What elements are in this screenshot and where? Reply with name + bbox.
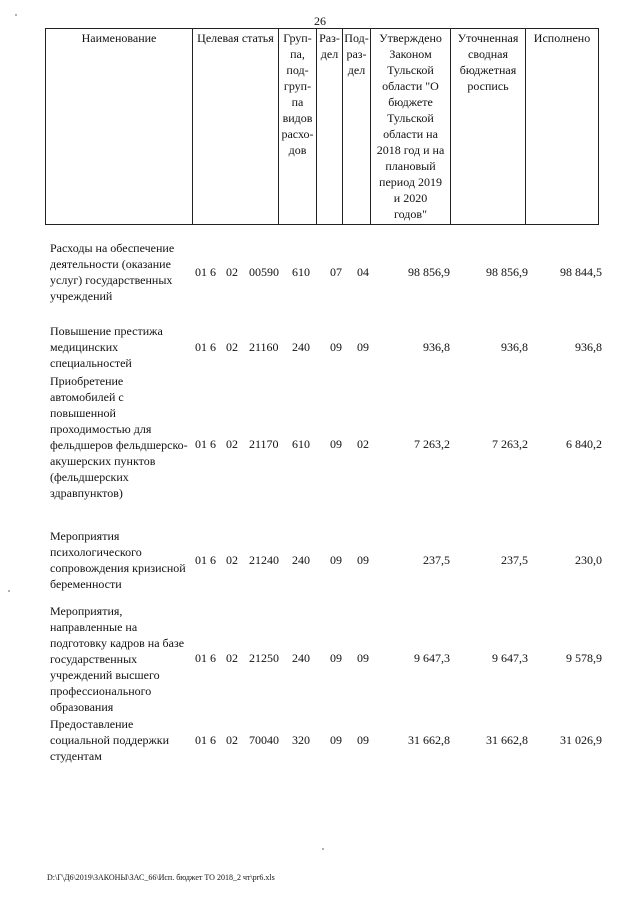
subsection-value: 09 xyxy=(357,733,369,747)
row-name: Повышение престижа медицинских специальностей xyxy=(50,324,163,370)
subsection-value: 09 xyxy=(357,553,369,567)
approved-value: 936,8 xyxy=(423,340,450,354)
clarified-value: 9 647,3 xyxy=(492,651,528,665)
group-value: 240 xyxy=(292,553,310,567)
group-value: 610 xyxy=(292,265,310,279)
approved-value: 7 263,2 xyxy=(414,437,450,451)
code-subprogram: 6 xyxy=(210,651,216,665)
row-name: Расходы на обеспечение деятельности (оказание услуг) государственных учреждений xyxy=(50,241,175,303)
page-number: 26 xyxy=(314,14,326,28)
code-program: 01 xyxy=(195,265,207,279)
code-event: 02 xyxy=(226,265,238,279)
approved-value: 9 647,3 xyxy=(414,651,450,665)
code-program: 01 xyxy=(195,553,207,567)
clarified-value: 98 856,9 xyxy=(486,265,528,279)
group-value: 320 xyxy=(292,733,310,747)
scan-speck xyxy=(322,848,324,850)
header-approved: Утверждено Законом Тульской области "О бюджете Тульской области на 2018 год и на плановый период 2019 и 2020 годов" xyxy=(371,29,451,225)
code-program: 01 xyxy=(195,651,207,665)
code-program: 01 xyxy=(195,733,207,747)
row-name: Мероприятия психологического сопровождения кризисной беременности xyxy=(50,529,186,591)
code-direction: 21240 xyxy=(249,553,279,567)
scan-speck xyxy=(15,14,17,16)
executed-value: 936,8 xyxy=(575,340,602,354)
header-executed: Исполнено xyxy=(526,29,599,225)
subsection-value: 09 xyxy=(357,651,369,665)
table-header xyxy=(45,28,599,225)
code-direction: 21170 xyxy=(249,437,279,451)
section-value: 09 xyxy=(330,553,342,567)
code-program: 01 xyxy=(195,437,207,451)
executed-value: 6 840,2 xyxy=(566,437,602,451)
code-program: 01 xyxy=(195,340,207,354)
code-direction: 70040 xyxy=(249,733,279,747)
group-value: 240 xyxy=(292,651,310,665)
subsection-value: 09 xyxy=(357,340,369,354)
clarified-value: 237,5 xyxy=(501,553,528,567)
code-subprogram: 6 xyxy=(210,553,216,567)
header-group: Груп- па, под- груп- па видов расхо- дов xyxy=(279,29,317,225)
group-value: 240 xyxy=(292,340,310,354)
header-clarified: Уточненная сводная бюджетная роспись xyxy=(451,29,526,225)
code-direction: 21250 xyxy=(249,651,279,665)
header-section: Раз- дел xyxy=(317,29,343,225)
scan-speck xyxy=(8,590,10,592)
approved-value: 98 856,9 xyxy=(408,265,450,279)
code-event: 02 xyxy=(226,651,238,665)
code-direction: 21160 xyxy=(249,340,279,354)
code-event: 02 xyxy=(226,733,238,747)
code-event: 02 xyxy=(226,340,238,354)
executed-value: 98 844,5 xyxy=(560,265,602,279)
clarified-value: 31 662,8 xyxy=(486,733,528,747)
section-value: 09 xyxy=(330,733,342,747)
row-name: Приобретение автомобилей с повышенной проходимостью для фельдшеров фельдшерско-акушерских пунктов (фельдшерских здравпунктов) xyxy=(50,374,188,500)
header-subsection: Под- раз- дел xyxy=(343,29,371,225)
clarified-value: 936,8 xyxy=(501,340,528,354)
row-name: Предоставление социальной поддержки студентам xyxy=(50,717,170,763)
code-subprogram: 6 xyxy=(210,733,216,747)
executed-value: 31 026,9 xyxy=(560,733,602,747)
header-name: Наименование xyxy=(46,29,193,225)
code-subprogram: 6 xyxy=(210,340,216,354)
section-value: 09 xyxy=(330,437,342,451)
executed-value: 9 578,9 xyxy=(566,651,602,665)
header-article: Целевая статья xyxy=(193,29,279,225)
code-event: 02 xyxy=(226,553,238,567)
footer-file-path: D:\Г\Д6\2019\ЗАКОНЫ\ЗАС_66\Исп. бюджет ТО 2018_2 чт\pr6.xls xyxy=(47,873,275,882)
section-value: 09 xyxy=(330,340,342,354)
executed-value: 230,0 xyxy=(575,553,602,567)
subsection-value: 02 xyxy=(357,437,369,451)
section-value: 07 xyxy=(330,265,342,279)
code-event: 02 xyxy=(226,437,238,451)
code-direction: 00590 xyxy=(249,265,279,279)
clarified-value: 7 263,2 xyxy=(492,437,528,451)
code-subprogram: 6 xyxy=(210,437,216,451)
section-value: 09 xyxy=(330,651,342,665)
approved-value: 237,5 xyxy=(423,553,450,567)
subsection-value: 04 xyxy=(357,265,369,279)
approved-value: 31 662,8 xyxy=(408,733,450,747)
code-subprogram: 6 xyxy=(210,265,216,279)
row-name: Мероприятия, направленные на подготовку кадров на базе государственных учреждений высшего профессионального образования xyxy=(50,604,185,714)
group-value: 610 xyxy=(292,437,310,451)
